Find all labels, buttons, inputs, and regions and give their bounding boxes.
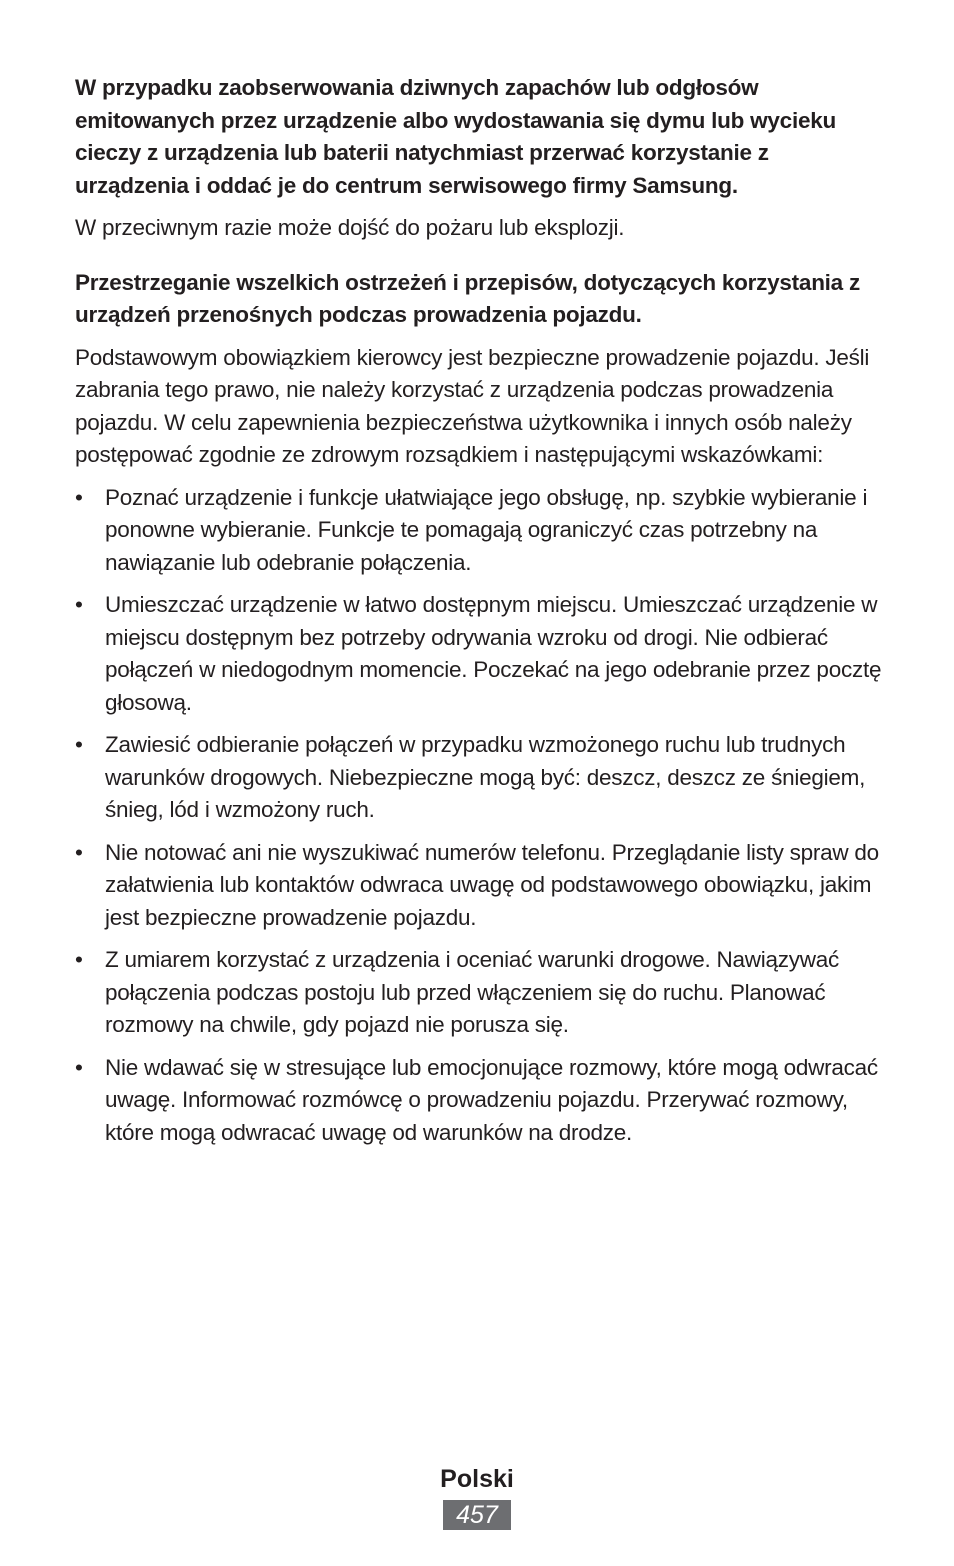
bullet-icon: •: [75, 732, 83, 757]
footer-language-label: Polski: [440, 1465, 514, 1493]
list-item-text: Nie wdawać się w stresujące lub emocjonujące rozmowy, które mogą odwracać uwagę. Informować rozmówcę o prowadzeniu pojazdu. Przerywać rozmowy, które mogą odwracać uwagę od warunków na drodze.: [105, 1054, 878, 1145]
list-item-text: Umieszczać urządzenie w łatwo dostępnym miejscu. Umieszczać urządzenie w miejscu dostępnym bez potrzeby odrywania wzroku od drogi. Nie odbierać połączeń w niedogodnym momencie. Poczekać na jego odebranie przez pocztę głosową.: [105, 592, 882, 715]
warning-heading-smoke: W przypadku zaobserwowania dziwnych zapachów lub odgłosów emitowanych przez urządzenie albo wydostawania się dymu lub wycieku cieczy z urządzenia lub baterii natychmiast przerwać korzystanie z urządzenia i oddać je do centrum serwisowego firmy Samsung.: [75, 75, 836, 198]
list-item-text: Nie notować ani nie wyszukiwać numerów telefonu. Przeglądanie listy spraw do załatwienia lub kontaktów odwraca uwagę od podstawowego obowiązku, jakim jest bezpieczne prowadzenie pojazdu.: [105, 839, 879, 930]
list-item: [75, 837, 885, 935]
list-item-text: Zawiesić odbieranie połączeń w przypadku wzmożonego ruchu lub trudnych warunków drogowych. Niebezpieczne mogą być: deszcz, deszcz ze śniegiem, śnieg, lód i wzmożony ruch.: [105, 732, 866, 822]
warning-body-fire: W przeciwnym razie może dojść do pożaru lub eksplozji.: [75, 215, 625, 240]
list-item: [75, 1052, 885, 1150]
list-item-text: Z umiarem korzystać z urządzenia i oceniać warunki drogowe. Nawiązywać połączenia podczas postoju lub przed włączeniem się do ruchu. Planować rozmowy na chwile, gdy pojazd nie porusza się.: [105, 947, 840, 1037]
document-content: [75, 72, 885, 1159]
bullet-icon: •: [75, 839, 83, 865]
list-item: [75, 729, 885, 827]
bullet-icon: •: [75, 1054, 83, 1080]
list-item-text: Poznać urządzenie i funkcje ułatwiające jego obsługę, np. szybkie wybieranie i ponowne wybieranie. Funkcje te pomagają ograniczyć czas potrzebny na nawiązanie lub odebranie połączenia.: [105, 484, 868, 575]
bullet-icon: •: [75, 592, 83, 617]
bullet-icon: •: [75, 947, 83, 972]
page-footer: [0, 1462, 954, 1530]
bullet-icon: •: [75, 484, 83, 510]
list-item: [75, 589, 885, 719]
warning-heading-driving: Przestrzeganie wszelkich ostrzeżeń i przepisów, dotyczących korzystania z urządzeń przenośnych podczas prowadzenia pojazdu.: [75, 269, 860, 327]
list-item: [75, 482, 885, 580]
page-number-badge: 457: [443, 1500, 511, 1530]
driving-guidelines-list: [75, 482, 885, 1150]
driving-intro-paragraph: Podstawowym obowiązkiem kierowcy jest bezpieczne prowadzenie pojazdu. Jeśli zabrania tego prawo, nie należy korzystać z urządzenia podczas prowadzenia pojazdu. W celu zapewnienia bezpieczeństwa użytkownika i innych osób należy postępować zgodnie ze zdrowym rozsądkiem i następującymi wskazówkami:: [75, 344, 870, 467]
list-item: [75, 944, 885, 1042]
